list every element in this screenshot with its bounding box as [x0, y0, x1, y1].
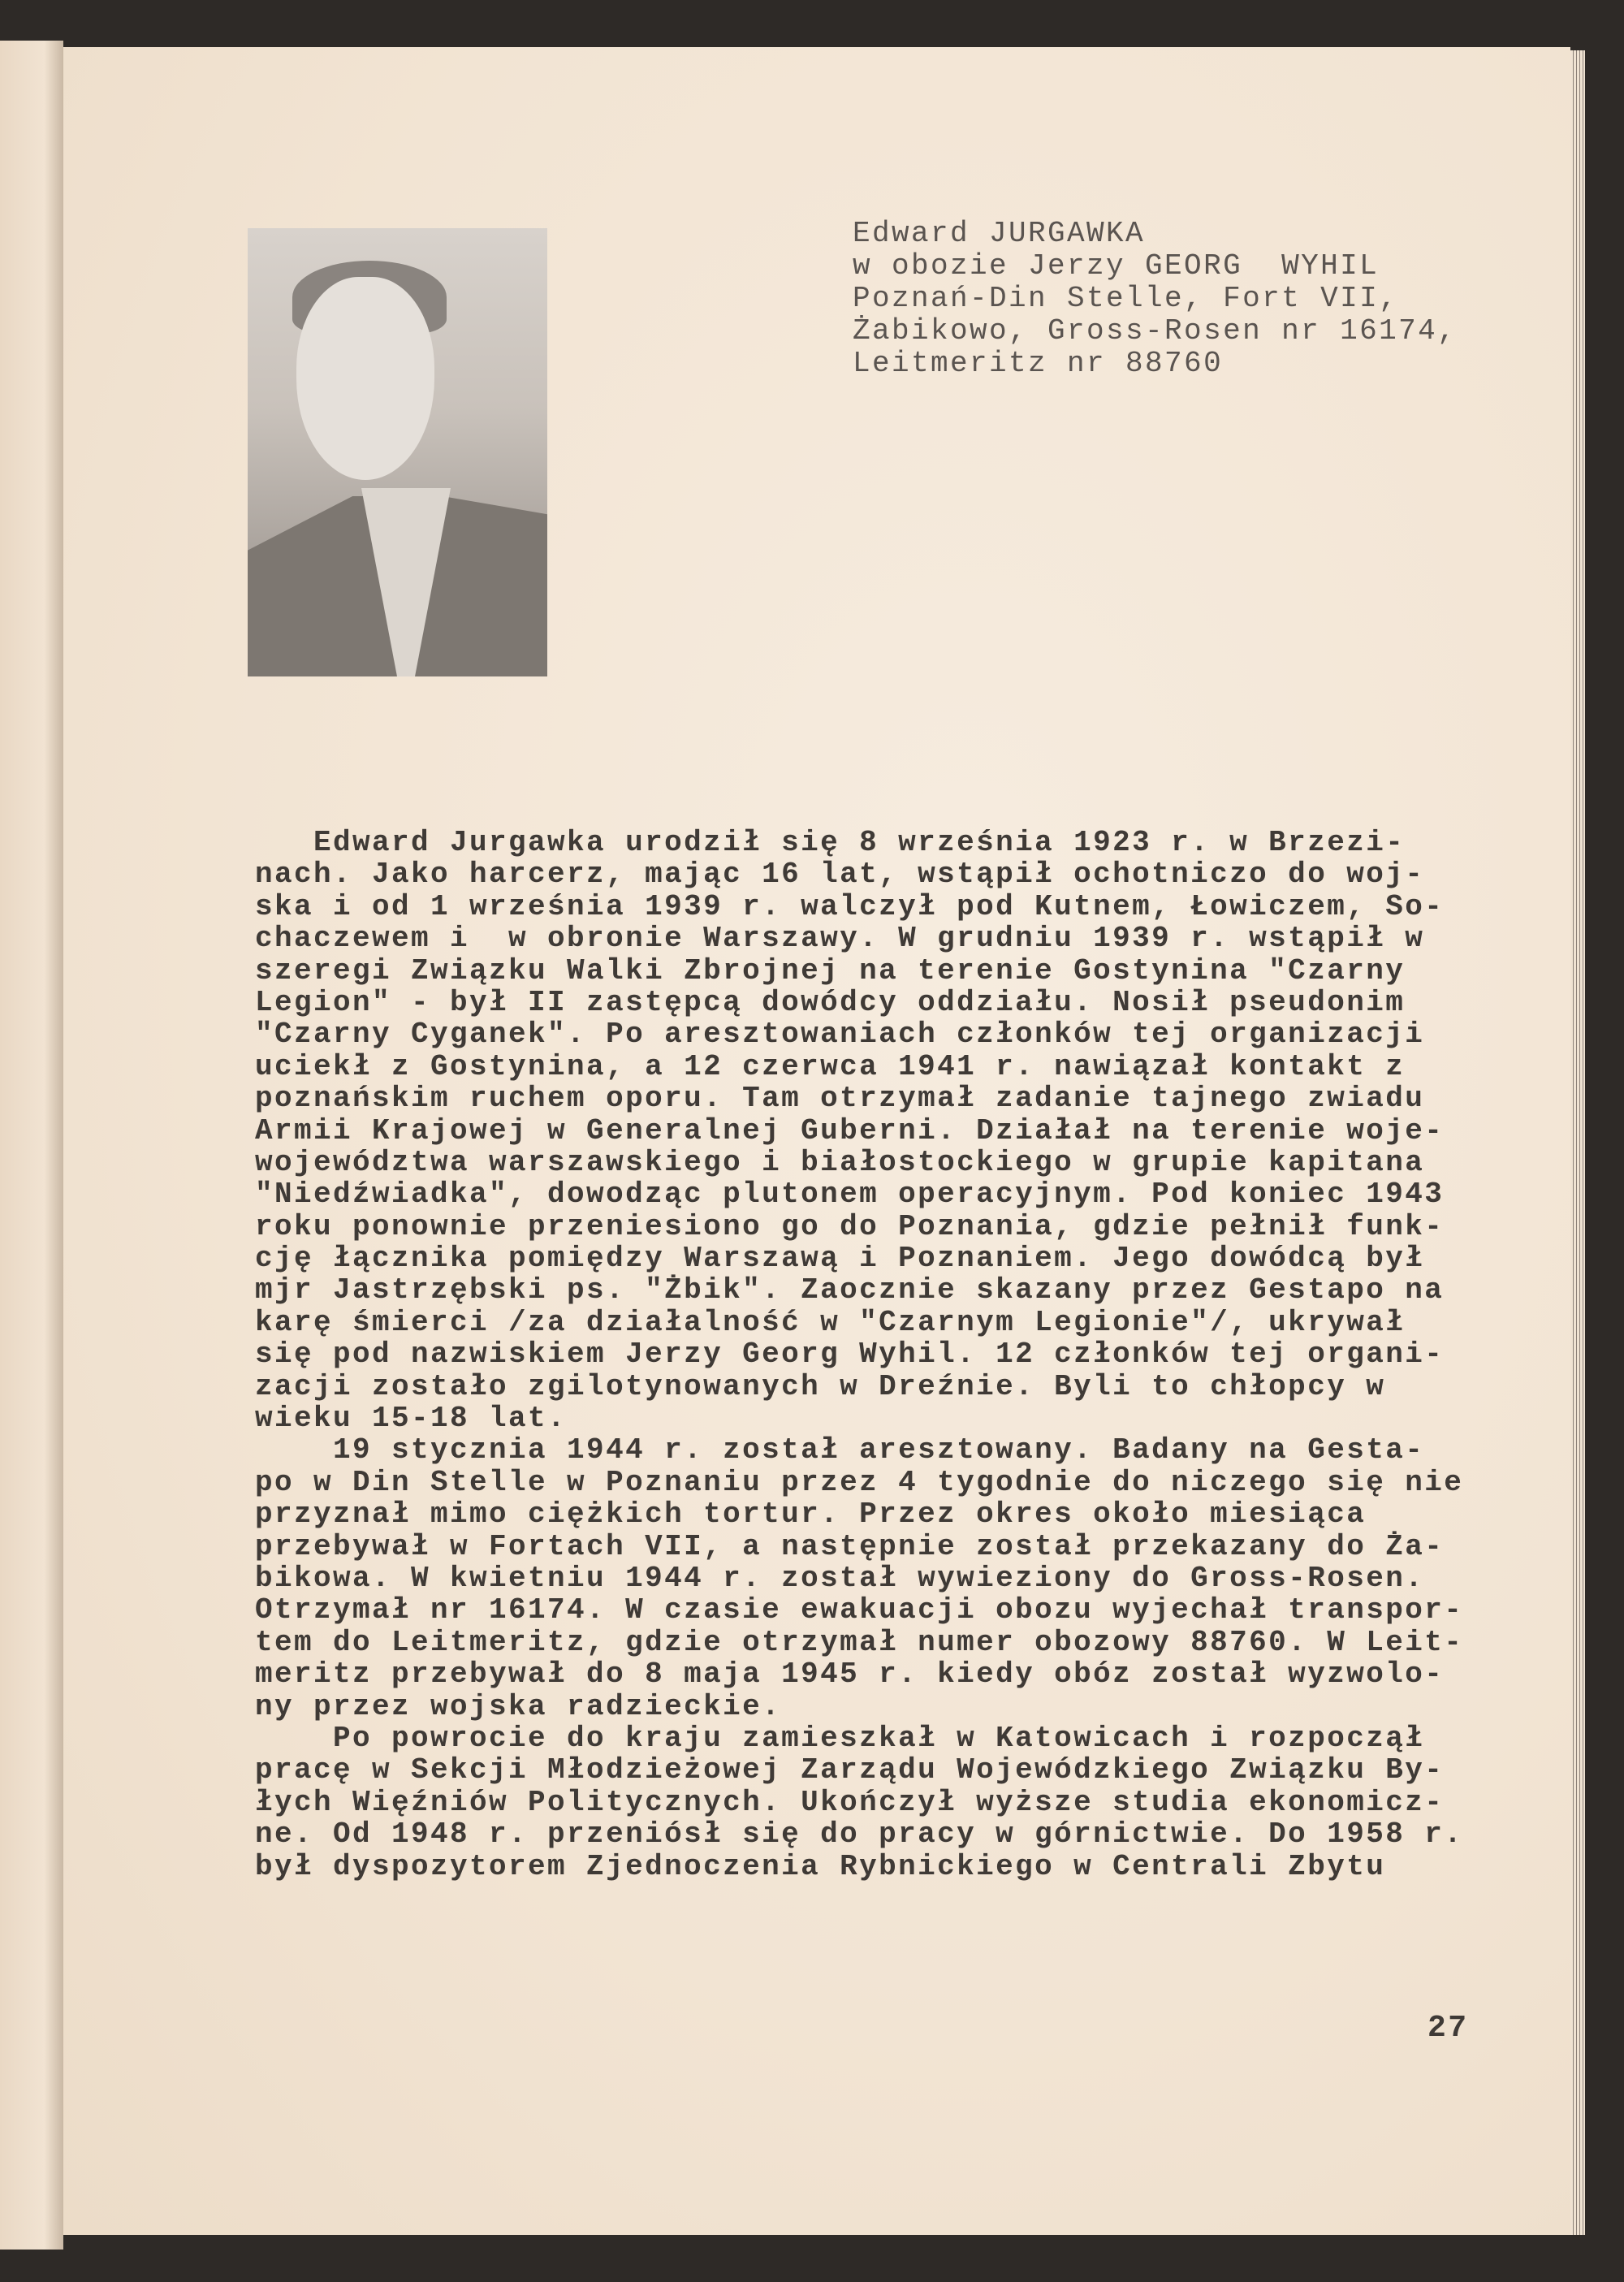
header-line: Poznań-Din Stelle, Fort VII, [853, 282, 1399, 315]
text-line: 19 stycznia 1944 r. został aresztowany. Badany na Gesta- [255, 1433, 1425, 1467]
text-line: się pod nazwiskiem Jerzy Georg Wyhil. 12 członków tej organi- [255, 1338, 1445, 1372]
header-line: Leitmeritz nr 88760 [853, 347, 1224, 380]
header-line: w obozie Jerzy GEORG WYHIL [853, 249, 1380, 283]
text-line: tem do Leitmeritz, gdzie otrzymał numer obozowy 88760. W Leit- [255, 1625, 1464, 1659]
text-line: mjr Jastrzębski ps. "Żbik". Zaocznie skazany przez Gestapo na [255, 1273, 1445, 1307]
text-line: Edward Jurgawka urodził się 8 września 1923 r. w Brzezi- [255, 826, 1406, 859]
text-line: był dyspozytorem Zjednoczenia Rybnickiego w Centrali Zbytu [255, 1849, 1386, 1883]
text-line: cję łącznika pomiędzy Warszawą i Poznaniem. Jego dowódcą był [255, 1242, 1425, 1276]
text-line: pracę w Sekcji Młodzieżowej Zarządu Wojewódzkiego Związku By- [255, 1753, 1445, 1787]
text-line: Po powrocie do kraju zamieszkał w Katowicach i rozpoczął [255, 1721, 1425, 1755]
page-stack-edge [1570, 50, 1585, 2235]
portrait-photo [248, 228, 547, 676]
text-line: Armii Krajowej w Generalnej Guberni. Działał na terenie woje- [255, 1113, 1445, 1147]
text-line: "Niedźwiadka", dowodząc plutonem operacyjnym. Pod koniec 1943 [255, 1178, 1445, 1212]
text-line: poznańskim ruchem oporu. Tam otrzymał zadanie tajnego zwiadu [255, 1082, 1425, 1116]
text-line: Otrzymał nr 16174. W czasie ewakuacji obozu wyjechał transpor- [255, 1593, 1464, 1627]
text-line: ny przez wojska radzieckie. [255, 1689, 782, 1723]
text-line: województwa warszawskiego i białostockiego w grupie kapitana [255, 1145, 1425, 1179]
facing-page-edge [0, 41, 63, 2250]
biography-text [255, 827, 1463, 1882]
page-number: 27 [1427, 2011, 1469, 2046]
text-line: roku ponownie przeniesiono go do Poznania, gdzie pełnił funk- [255, 1209, 1445, 1243]
text-line: meritz przebywał do 8 maja 1945 r. kiedy obóz został wyzwolo- [255, 1657, 1445, 1692]
text-line: wieku 15-18 lat. [255, 1402, 568, 1436]
header-line: Żabikowo, Gross-Rosen nr 16174, [853, 314, 1458, 348]
text-line: Legion" - był II zastępcą dowódcy oddziału. Nosił pseudonim [255, 985, 1406, 1019]
text-line: przyznał mimo ciężkich tortur. Przez okres około miesiąca [255, 1498, 1367, 1532]
text-line: nach. Jako harcerz, mając 16 lat, wstąpił ochotniczo do woj- [255, 858, 1425, 892]
header-line: Edward JURGAWKA [853, 217, 1146, 250]
text-line: karę śmierci /za działalność w "Czarnym Legionie"/, ukrywał [255, 1305, 1406, 1339]
text-line: ska i od 1 września 1939 r. walczył pod Kutnem, Łowiczem, So- [255, 889, 1445, 923]
biography-header [853, 218, 1457, 380]
text-line: łych Więźniów Politycznych. Ukończył wyższe studia ekonomicz- [255, 1785, 1445, 1819]
text-line: bikowa. W kwietniu 1944 r. został wywieziony do Gross-Rosen. [255, 1561, 1425, 1595]
photo-face [296, 277, 434, 480]
text-line: uciekł z Gostynina, a 12 czerwca 1941 r. nawiązał kontakt z [255, 1049, 1406, 1083]
text-line: po w Din Stelle w Poznaniu przez 4 tygodnie do niczego się nie [255, 1465, 1464, 1499]
text-line: szeregi Związku Walki Zbrojnej na terenie Gostynina "Czarny [255, 953, 1406, 988]
text-line: zacji zostało zgilotynowanych w Dreźnie. Byli to chłopcy w [255, 1369, 1386, 1403]
text-line: ne. Od 1948 r. przeniósł się do pracy w górnictwie. Do 1958 r. [255, 1817, 1464, 1852]
text-line: "Czarny Cyganek". Po aresztowaniach członków tej organizacji [255, 1018, 1425, 1052]
text-line: chaczewem i w obronie Warszawy. W grudniu 1939 r. wstąpił w [255, 922, 1425, 956]
text-line: przebywał w Fortach VII, a następnie został przekazany do Ża- [255, 1529, 1445, 1563]
